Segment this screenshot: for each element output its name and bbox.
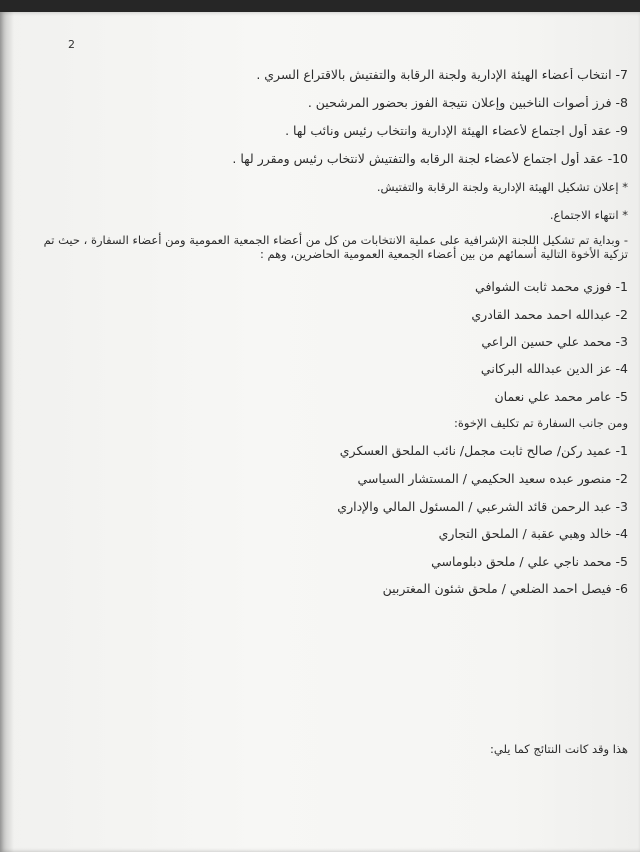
agenda-item: 9- عقد أول اجتماع لأعضاء الهيئة الإدارية وانتخاب رئيس ونائب لها . xyxy=(285,124,628,138)
results-intro: هذا وقد كانت النتائج كما يلي: xyxy=(490,742,628,756)
embassy-member: 2- منصور عبده سعيد الحكيمي / المستشار السياسي xyxy=(357,472,628,486)
assembly-member: 4- عز الدين عبدالله البركاني xyxy=(480,362,628,376)
committee-intro-paragraph: - وبداية تم تشكيل اللجنة الإشرافية على عملية الانتخابات من كل من أعضاء الجمعية العمومية ومن أعضاء السفارة ، حيث تم تزكية الأخوة التالية أسمائهم من بين أعضاء الجمعية العمومية الحاضرين، وهم : xyxy=(43,233,628,261)
dark-top-border xyxy=(0,0,640,12)
assembly-member: 5- عامر محمد علي نعمان xyxy=(494,390,628,404)
assembly-member: 3- محمد علي حسين الراعي xyxy=(481,335,628,349)
embassy-member: 6- فيصل احمد الضلعي / ملحق شئون المغتربين xyxy=(382,582,628,596)
embassy-intro: ومن جانب السفارة تم تكليف الإخوة: xyxy=(454,416,628,430)
note-line: * انتهاء الاجتماع. xyxy=(549,208,628,222)
embassy-member: 1- عميد ركن/ صالح ثابت مجمل/ نائب الملحق العسكري xyxy=(339,444,628,458)
assembly-member: 1- فوزي محمد ثابت الشوافي xyxy=(475,280,628,294)
embassy-member: 4- خالد وهبي عقبة / الملحق التجاري xyxy=(438,527,628,541)
agenda-item: 8- فرز أصوات الناخبين وإعلان نتيجة الفوز بحضور المرشحين . xyxy=(307,96,628,110)
assembly-member: 2- عبدالله احمد محمد القادري xyxy=(471,308,628,322)
agenda-item: 10- عقد أول اجتماع لأعضاء لجنة الرقابه والتفتيش لانتخاب رئيس ومقرر لها . xyxy=(232,152,628,166)
agenda-item: 7- انتخاب أعضاء الهيئة الإدارية ولجنة الرقابة والتفتيش بالاقتراع السري . xyxy=(256,68,628,82)
page-number: 2 xyxy=(68,38,75,51)
embassy-member: 5- محمد ناجي علي / ملحق دبلوماسي xyxy=(431,555,628,569)
embassy-member: 3- عبد الرحمن قائد الشرعبي / المسئول المالي والإداري xyxy=(337,500,628,514)
page-edge-shadow xyxy=(0,12,14,852)
note-line: * إعلان تشكيل الهيئة الإدارية ولجنة الرقابة والتفتيش. xyxy=(376,180,628,194)
document-page xyxy=(0,12,640,852)
